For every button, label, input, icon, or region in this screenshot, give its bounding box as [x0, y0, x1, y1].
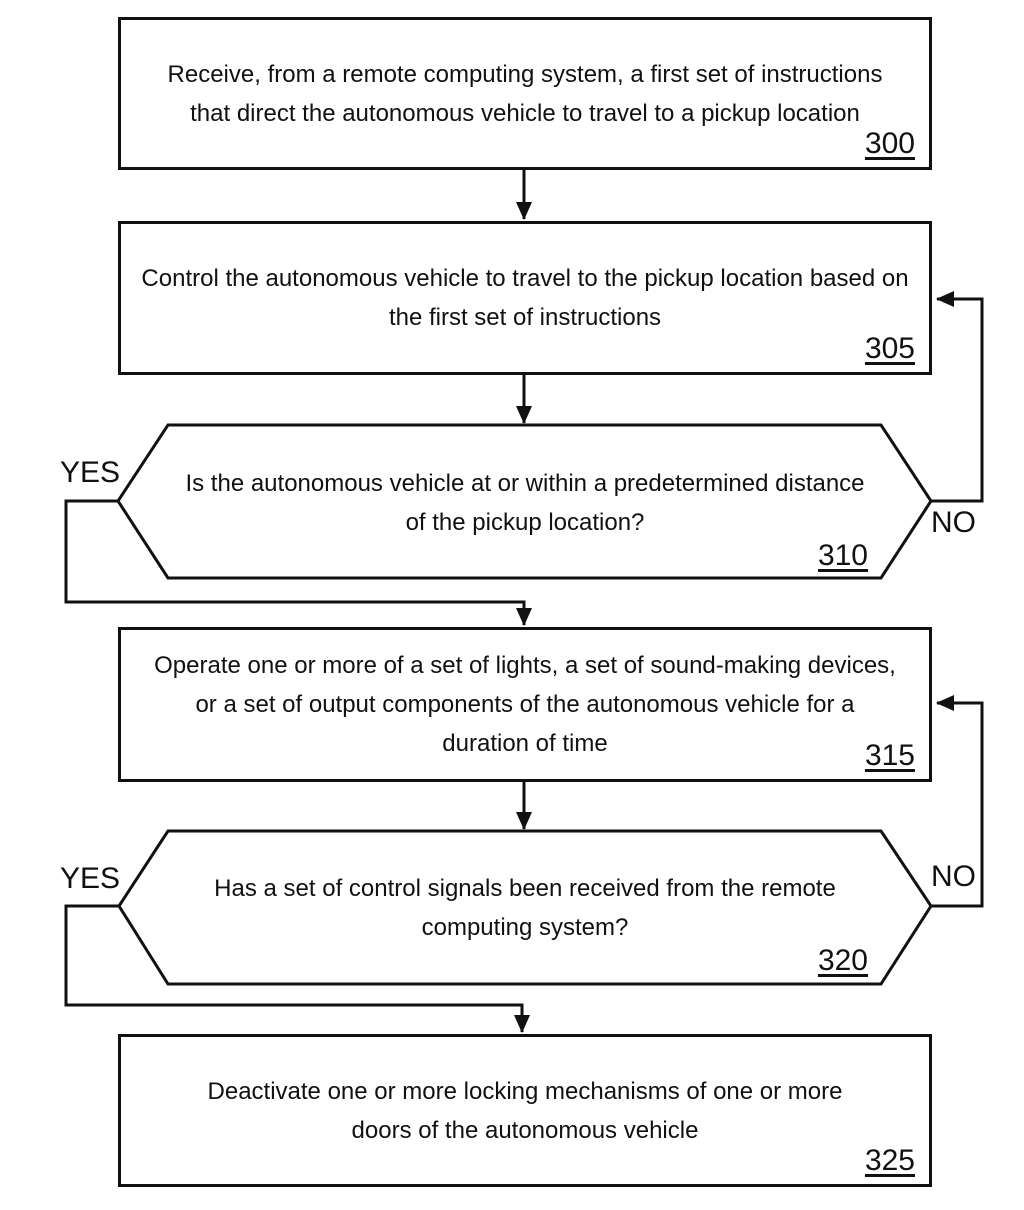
decision-320-no-label: NO [931, 860, 976, 893]
decision-310-ref: 310 [817, 539, 868, 572]
decision-320-ref: 320 [817, 944, 868, 977]
decision-310-text: Is the autonomous vehicle at or within a predetermined distance of the pickup location? [185, 469, 865, 536]
node-300 [118, 17, 932, 170]
decision-310-no-label: NO [931, 506, 976, 539]
decision-320-yes-label: YES [60, 862, 121, 895]
decision-310 [140, 430, 910, 575]
node-305 [118, 221, 932, 375]
node-305-text: Control the autonomous vehicle to travel to the pickup location based on the first set of instructions [141, 265, 909, 331]
decision-320 [140, 836, 910, 980]
node-315-ref: 315 [864, 739, 915, 772]
node-305-ref: 305 [864, 332, 915, 365]
node-325 [118, 1034, 932, 1187]
node-315-text: Operate one or more of a set of lights, a set of sound-making devices, or a set of output components of the autonomous vehicle for a duration of time [154, 652, 896, 757]
node-325-text: Deactivate one or more locking mechanisms of one or more doors of the autonomous vehicle [207, 1077, 843, 1144]
node-300-ref: 300 [864, 127, 915, 160]
node-325-ref: 325 [864, 1144, 915, 1177]
node-300-text: Receive, from a remote computing system, a first set of instructions that direct the autonomous vehicle to travel to a pickup location [167, 60, 883, 127]
node-315 [118, 627, 932, 782]
decision-320-text: Has a set of control signals been received from the remote computing system? [214, 875, 836, 941]
connector-310-no-to-305 [931, 299, 982, 501]
decision-310-yes-label: YES [60, 456, 121, 489]
